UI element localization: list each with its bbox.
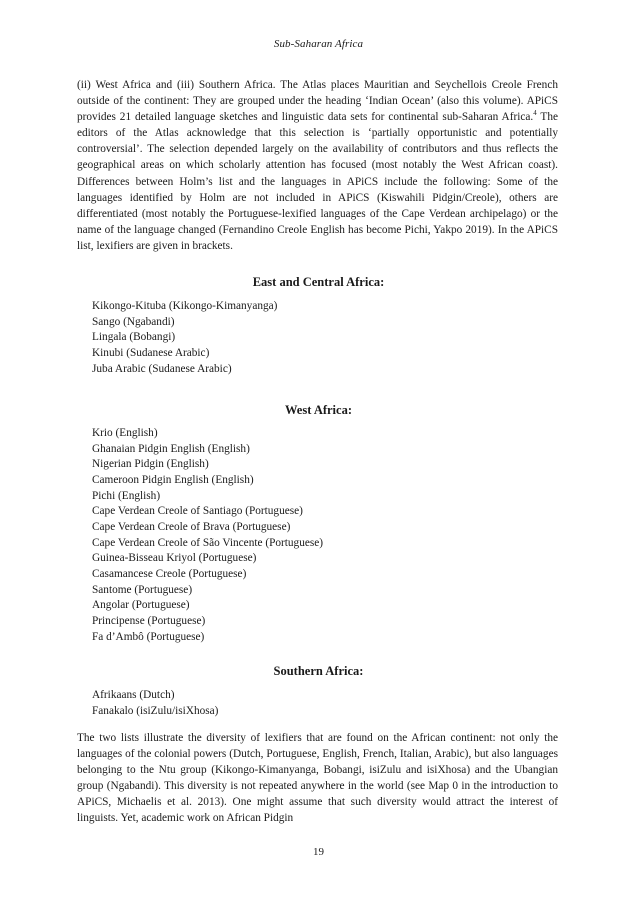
language-list-item: Angolar (Portuguese) [92, 599, 190, 612]
language-list-southern-africa [92, 688, 218, 719]
language-list-item: Santome (Portuguese) [92, 583, 193, 596]
closing-paragraph: The two lists illustrate the diversity of lexifiers that are found on the African continent: not only the languages of the colonial powers (Dutch, Portuguese, English, French, Italian, Arabic), but also languages belonging to the Ntu group (Kikongo-Kimanyanga, Bobangi, isiZulu and isiXhosa) and the Ubangian group (Ngabandi). This diversity is not repeated anywhere in the world (see Map 0 in the introduction to APiCS, Michaelis et al. 2013). One might assume that such diversity would attract the interest of linguists. Yet, academic work on African Pidgin [77, 732, 558, 825]
section-heading-east-central-africa: East and Central Africa: [252, 275, 385, 289]
intro-text-part-1: (ii) West Africa and (iii) Southern Africa. The Atlas places Mauritian and Seychellois Creole French outside of the continent: They are grouped under the heading ‘Indian Ocean’ (also this volume). APiCS provides 21 detailed language sketches and linguistic data sets for continental sub-Saharan Africa. [77, 79, 558, 124]
language-list-east-central-africa [92, 299, 277, 377]
running-head: Sub-Saharan Africa [273, 38, 364, 50]
language-list-item: Lingala (Bobangi) [92, 331, 176, 344]
section-heading-southern-africa: Southern Africa: [273, 664, 364, 678]
language-list-item: Krio (English) [92, 427, 158, 439]
language-list-west-africa [92, 426, 323, 645]
language-list-item: Principense (Portuguese) [92, 614, 206, 627]
language-list-item: Kinubi (Sudanese Arabic) [92, 346, 210, 359]
intro-text-part-2: The editors of the Atlas acknowledge that this selection is ‘partially opportunistic and potentially controversial’. The selection depended largely on the availability of contributors and thus reflects the geographical areas on which scholarly attention has focused (most notably the West African coast). Differences between Holm’s list and the languages in APiCS include the following: Some of the languages identified by Holm are not included in APiCS (Kiswahili Pidgin/Creole), others are differentiated (most notably the Portuguese-lexified languages of the Cape Verdean archipelago) or the name of the language changed (Fernandino Creole English has become Pichi, Yakpo 2019). In the APiCS list, lexifiers are given in brackets. [77, 111, 558, 252]
language-list-item: Cape Verdean Creole of São Vincente (Portuguese) [92, 536, 324, 549]
language-list-item: Fanakalo (isiZulu/isiXhosa) [92, 704, 219, 717]
language-list-item: Cape Verdean Creole of Santiago (Portuguese) [92, 505, 303, 518]
language-list-item: Ghanaian Pidgin English (English) [92, 442, 250, 455]
intro-paragraph [77, 77, 558, 254]
language-list-item: Casamancese Creole (Portuguese) [92, 567, 247, 580]
language-list-item: Kikongo-Kituba (Kikongo-Kimanyanga) [92, 300, 278, 312]
page-number: 19 [313, 846, 324, 858]
footnote-reference[interactable]: 4 [533, 109, 537, 118]
language-list-item: Juba Arabic (Sudanese Arabic) [92, 362, 232, 375]
language-list-item: Nigerian Pidgin (English) [92, 458, 209, 471]
language-list-item: Guinea-Bisseau Kriyol (Portuguese) [92, 552, 257, 565]
language-list-item: Fa d’Ambô (Portuguese) [92, 630, 205, 643]
language-list-item: Pichi (English) [92, 489, 161, 502]
language-list-item: Cape Verdean Creole of Brava (Portuguese) [92, 520, 291, 533]
language-list-item: Cameroon Pidgin English (English) [92, 473, 254, 486]
language-list-item: Sango (Ngabandi) [92, 315, 175, 328]
language-list-item: Afrikaans (Dutch) [92, 689, 175, 701]
section-heading-west-africa: West Africa: [285, 403, 352, 417]
